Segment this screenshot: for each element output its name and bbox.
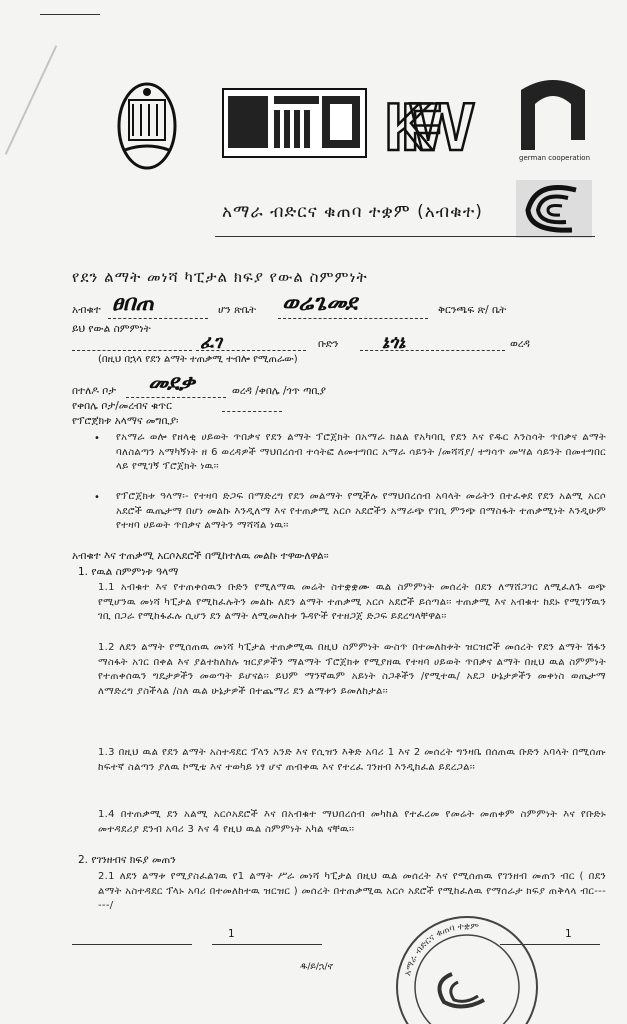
kebele-label: ወረዳ /ቀበሌ /ጎጥ ጣቢያ xyxy=(232,385,326,397)
signature-line xyxy=(72,944,192,945)
parties-statement: አብቁተ እና ተጠቃሚ አርሶአደሮች በሚከተለዉ መልኩ ተዋውለዋል፡፡ xyxy=(72,550,329,562)
clause-2-1: 2.1 ለደን ልማቱ የሚያስፈልገዉ የ1 ልማት ሥራ መነሻ ካፒታል በዚህ ዉል መሰረት እና የሚሰጠዉ የገንዘብ መጠን ብር ( በደን ልማት አስተዳደር ፕላኑ አባሪ በተመለከተዉ ዝርዝር ) መሰረት በተጠቃሚዉ አርሶ አደሮች የሚከፈለዉ የማሰራታ ክፍያ ጠቅላላ ብር------/ xyxy=(98,871,606,912)
ministry-logo xyxy=(222,88,367,158)
fill-line xyxy=(278,318,428,319)
group-name-value: ፈገ xyxy=(200,332,222,353)
section-2-title: 2. የገንዘብና ክፍያ መጠን xyxy=(78,854,176,866)
location-label: በተለዶ ቦታ xyxy=(72,385,117,397)
scan-artifact xyxy=(40,14,100,15)
plot-label: የቀበሌ ቦታ/መረብና ቁጥር xyxy=(72,400,172,412)
fill-line xyxy=(126,397,226,398)
contract-intro: ይህ የውል ስምምነት xyxy=(72,323,151,335)
bullet-project-objective: የፕሮጀክቱ ዓላማ፡- የተዛባ ድጋፍ በማድረግ የደን መልማት የሚችሉ የማህበረሰብ አባላት መሬትን በተፈቀደ የደን አልሚ አርሶ አደሮች ዉጤታማ በሆነ መልኩ እንዲለማ እና የተጠቃሚ አርሶ አደሮችን አማራጭ የገቢ ምንጭ በማስፋት ተጠቃሚነት እንዲሁም የተዛባ ሀይወት ጥበቃና ልማትን ማሻሻል ነዉ፡፡ xyxy=(116,491,606,532)
branch-value: ፀበጠ xyxy=(112,290,154,316)
fill-line xyxy=(360,350,505,351)
svg-text:german cooperation: german cooperation xyxy=(519,154,590,162)
bullet-project-description: የአማራ ወሎ የዘላቂ ሀይወት ጥበቃና የደን ልማት ፕሮጀክት በአማራ ክልል የአካባቢ የደን እና የዱር እንስሳት ጥበቃና ልማት ባለስልጣን አማካኝነት ዘ 6 ወረዳዎች ማህበረሰብ ተሳትፎ ለመተግበር አማራ ሳይንት /መሻሻያ/ ተግሳጥ መሣል ሳይንት በመተግበር ላይ የሚገኝ ፕሮጀክት ነዉ፡፡ xyxy=(116,432,606,473)
document-title: የደን ልማት መነሻ ካፒታል ክፍያ የውል ስምምነት xyxy=(72,268,368,286)
signature-line xyxy=(212,944,322,945)
woreda-label: ወረዳ xyxy=(510,338,530,350)
official-stamp xyxy=(392,912,542,1024)
header-divider xyxy=(215,236,595,237)
amhara-emblem-logo xyxy=(115,80,180,172)
fill-line xyxy=(196,350,306,351)
beneficiary-note: (በዚህ በኋላ የደን ልማት ተጠቃሚ ተብሎ የሚጠራው) xyxy=(98,354,298,365)
clause-1-4: 1.4 በተጠቃሚ ደን አልሚ አርሶአደሮች እና በአብቁተ ማህበረሰብ መካከል የተፈረመ የመሬት መጠቀም ስምምነት እና የቡድኑ መተዳደሪያ ደንብ አባሪ 3 እና 4 የዚህ ዉል ስምምነት አካል ናቸዉ፡፡ xyxy=(98,809,606,835)
abtet-logo xyxy=(516,180,592,238)
group-label: ቡድን xyxy=(318,338,339,350)
page-number-right: 1 xyxy=(565,928,572,940)
svg-text:KFW: KFW xyxy=(384,89,474,158)
fill-line xyxy=(108,318,208,319)
branch-label: አብቁተ xyxy=(72,304,101,316)
giz-logo xyxy=(515,80,590,162)
stamp-text: አማራ ብድርና ቁጠባ ተቋም xyxy=(403,921,480,977)
kfw-logo xyxy=(382,86,477,158)
serial-number: ዱ/ይ/ኋ/ኖ xyxy=(300,962,334,972)
section-1-title: 1. የዉል ስምምነቱ ዓላማ xyxy=(78,566,179,578)
clause-1-1: 1.1 አብቁተ እና የተጠቀሰዉን ቡድን የሚለማዉ መሬት ስተቋቋሙ ዉል ስምምነት መሰረት በደን ለማሸጋገር ለሚፈለጉ ወጭ የሚሆንዉ መነሻ ካፒታል የሚከፈሉትን መልኩ ለደን ልማት ተጠቃሚ አርሶ አደሮች ይሰጣል፡፡ ተጠቃሚ እና አብቁተ ከደኑ የሚገኘዉን ገቢ በጋራ የሚከፋፈሉ ሲሆን ደን ልማት ለሚመለከቱ ጉዳዮች የተዘጋጀ ድጋፍ ይደረግላቸዋል፡፡ xyxy=(98,582,606,623)
zone-office-label: ሆን ጽቤት xyxy=(218,304,257,316)
location-value: መደቃ xyxy=(148,370,195,396)
bullet-marker: • xyxy=(94,433,100,444)
group-value: ኔጎኔ xyxy=(382,332,406,353)
org-title: አማራ ብድርና ቁጠባ ተቋም (አብቁተ) xyxy=(222,202,483,222)
page-number: 1 xyxy=(228,928,235,940)
bullet-marker: • xyxy=(94,492,100,503)
clause-1-2: 1.2 ለደን ልማት የሚሰጠዉ መነሻ ካፒታል ተጠቃሚዉ በዚህ ስምምነት ውስጥ በተመለከቱት ዝርዝሮች መሰረት የደን ልማት ሽፋን ማስፋት አገር በቀል እና ያልተከለከሉ ዝርያዎችን ማልማት ፕሮጀክቱ የሚያዘዉ የተዛባ ሀይወት ጥበቃና ልማት በዚህ ዉል ስምምነት የተጠቀሰዉን ግዴታዎችን መወጣት ይሆናል፡፡ ይህም ማንኛዉም አይነት ስጋቶችን /የሚተዉ/ አደጋ ሁኔታዎችን መቀነስ ወጤታማ ለማድረግ ያስችላል /ስለ ዉል ሁኔታዎች በተጨማሪ ደን ልማቱን ይመለከታል፡፡ xyxy=(98,642,606,697)
zone-office-value: ወሬጌመደ xyxy=(282,290,358,316)
fill-line xyxy=(222,411,282,412)
clause-1-3: 1.3 በዚህ ዉል የደን ልማት አስተዳደር ፕላን አንድ እና የሲዝን እቅድ አባሪ 1 እና 2 መሰረት ግንዛቤ በሰጠዉ ቡድን አባላት በሚሰጡ ከፍተኛ ስልጣን ያለዉ ኮሚቴ እና ተወካይ ነፃ ሆኖ ጠብቀዉ እና የተረፈ ገንዘብ እንዲከፈል ይደረጋል፡፡ xyxy=(98,747,606,773)
fill-line xyxy=(72,350,192,351)
project-intro-label: የፕሮጀክቱ አላማና መግቢያ፡ xyxy=(72,415,179,427)
scan-artifact xyxy=(5,45,58,155)
sub-branch-label: ቅርንጫፍ ጽ/ ቤት xyxy=(438,304,507,316)
